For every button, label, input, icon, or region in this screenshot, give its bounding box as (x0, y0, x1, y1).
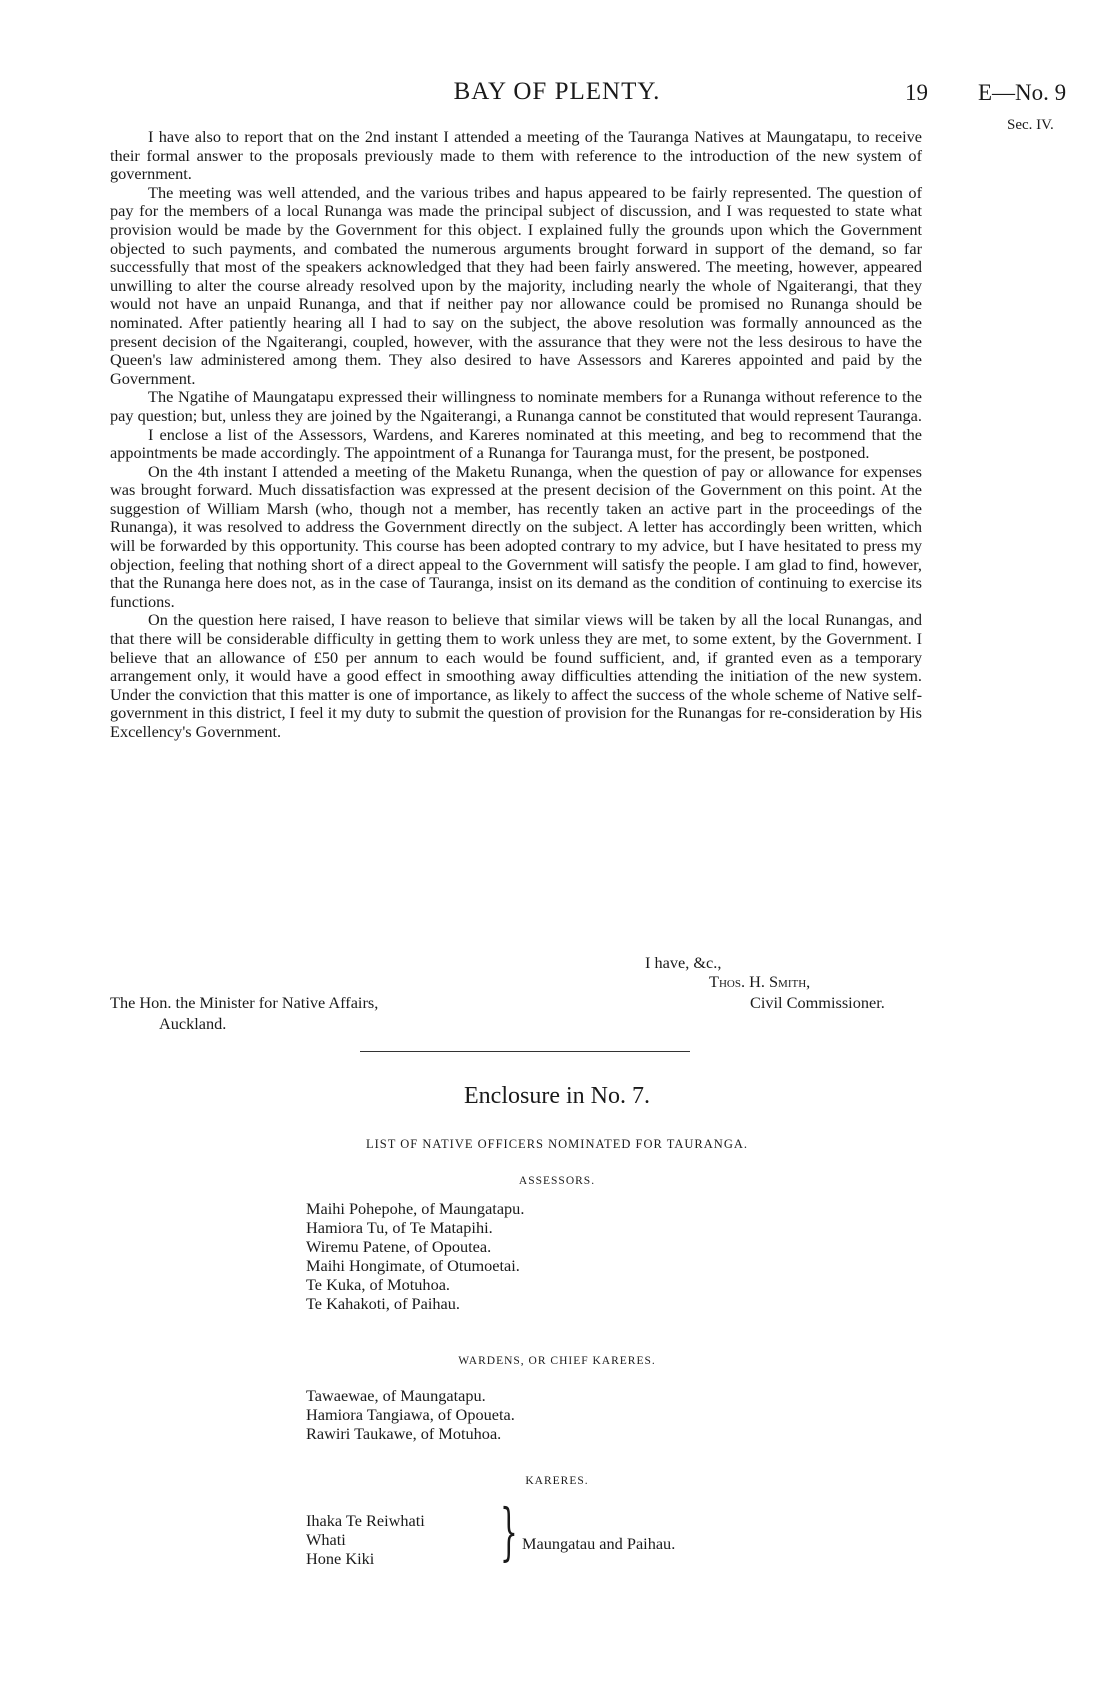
letter-paragraph: On the 4th instant I attended a meeting of the Maketu Runanga, when the question of pay or allowance for expenses was brought forward. Much dissatisfaction was expressed at the present decision of the Government on this point. At the suggestion of William Marsh (who, though not a member, has recently taken an active part in the proceedings of the Runanga), it was resolved to address the Government directly on the subject. A letter has accordingly been written, which will be forwarded by this opportunity. This course has been adopted contrary to my advice, but I have hesitated to press my objection, feeling that nothing short of a direct appeal to the Government will satisfy the people. I am glad to find, however, that the Runanga here does not, as in the case of Tauranga, insist on its demand as the condition of continuing to exercise its functions. (110, 461, 922, 611)
divider (360, 1051, 690, 1052)
list-item: Maihi Hongimate, of Otumoetai. (306, 1256, 520, 1275)
list-item: Ihaka Te Reiwhati (306, 1511, 425, 1530)
list-item: Te Kuka, of Motuhoa. (306, 1275, 451, 1294)
right-brace: } (500, 1495, 518, 1568)
letter-paragraph: The meeting was well attended, and the various tribes and hapus appeared to be fairly represented. The question of pay for the members of a local Runanga was made the principal subject of discussion, and I was requested to state what provision would be made by the Government for this object. I explained fully the grounds upon which the Government objected to such payments, and combated the numerous arguments brought forward in support of the demand, so far successfully that most of the speakers acknowledged that they had been fairly answered. The meeting, however, appeared unwilling to alter the course already resolved upon by the majority, including nearly the whole of Ngaiterangi, that they would not have an unpaid Runanga, and that if neither pay nor allowance could be promised no Runanga should be nominated. After patiently hearing all I had to say on the subject, the above resolution was formally announced as the present decision of the Ngaiterangi, coupled, however, with the assurance that they were not the less desirous to have the Queen's law administered among them. They also desired to have Assessors and Kareres appointed and paid by the Government. (110, 182, 922, 388)
enclosure-title: Enclosure in No. 7. (464, 1083, 650, 1109)
closing-phrase: I have, &c., (645, 953, 722, 972)
section-reference: Sec. IV. (1007, 117, 1054, 133)
signatory-title: Civil Commissioner. (750, 993, 885, 1012)
signatory-name: Thos. H. Smith, (709, 972, 811, 991)
wardens-list (306, 1386, 515, 1443)
assessors-heading: ASSESSORS. (518, 1175, 596, 1187)
wardens-heading: WARDENS, OR CHIEF KARERES. (458, 1355, 656, 1367)
list-title: LIST OF NATIVE OFFICERS NOMINATED FOR TAURANGA. (365, 1137, 749, 1151)
list-item: Hamiora Tu, of Te Matapihi. (306, 1218, 493, 1237)
addressee-line: The Hon. the Minister for Native Affairs, (110, 993, 379, 1012)
assessors-list (306, 1199, 524, 1313)
letter-paragraph: I have also to report that on the 2nd instant I attended a meeting of the Tauranga Natives at Maungatapu, to receive their formal answer to the proposals previously made to them with reference to the introduction of the new system of government. (110, 127, 922, 184)
page-title: BAY OF PLENTY. (453, 78, 661, 105)
letter-closing (645, 953, 810, 991)
letter-body (110, 128, 922, 742)
page-number: 19 (905, 80, 928, 105)
list-item: Wiremu Patene, of Opoutea. (306, 1237, 492, 1256)
addressee-line: Auckland. (159, 1014, 227, 1033)
list-item: Tawaewae, of Maungatapu. (306, 1386, 486, 1405)
list-item: Hone Kiki (306, 1549, 375, 1568)
list-item: Hamiora Tangiawa, of Opoueta. (306, 1405, 515, 1424)
letter-paragraph: On the question here raised, I have reason to believe that similar views will be taken by all the local Runangas, and that there will be considerable difficulty in getting them to work unless they are met, to some extent, by the Government. I believe that an allowance of £50 per annum to each would be found sufficient, and, if granted even as a temporary arrangement only, it would have a good effect in smoothing away difficulties attending the initiation of the new system. Under the conviction that this matter is one of importance, as likely to affect the success of the whole scheme of Native self-government in this district, I feel it my duty to submit the question of provision for the Runangas for re-consideration by His Excellency's Government. (110, 610, 922, 741)
brace-label: Maungatau and Paihau. (522, 1534, 676, 1553)
list-item: Whati (306, 1530, 346, 1549)
kareres-list (306, 1511, 425, 1568)
letter-paragraph: The Ngatihe of Maungatapu expressed their willingness to nominate members for a Runanga without reference to the pay question; but, unless they are joined by the Ngaiterangi, a Runanga cannot be constituted that would represent Tauranga. (110, 387, 922, 425)
letter-paragraph: I enclose a list of the Assessors, Wardens, and Kareres nominated at this meeting, and beg to recommend that the appointments be made accordingly. The appointment of a Runanga for Tauranga must, for the present, be postponed. (110, 424, 922, 463)
list-item: Maihi Pohepohe, of Maungatapu. (306, 1199, 525, 1218)
list-item: Te Kahakoti, of Paihau. (306, 1294, 460, 1313)
addressee (110, 992, 378, 1034)
document-reference: E—No. 9 (978, 80, 1067, 105)
kareres-heading: KARERES. (525, 1475, 589, 1487)
list-item: Rawiri Taukawe, of Motuhoa. (306, 1424, 502, 1443)
